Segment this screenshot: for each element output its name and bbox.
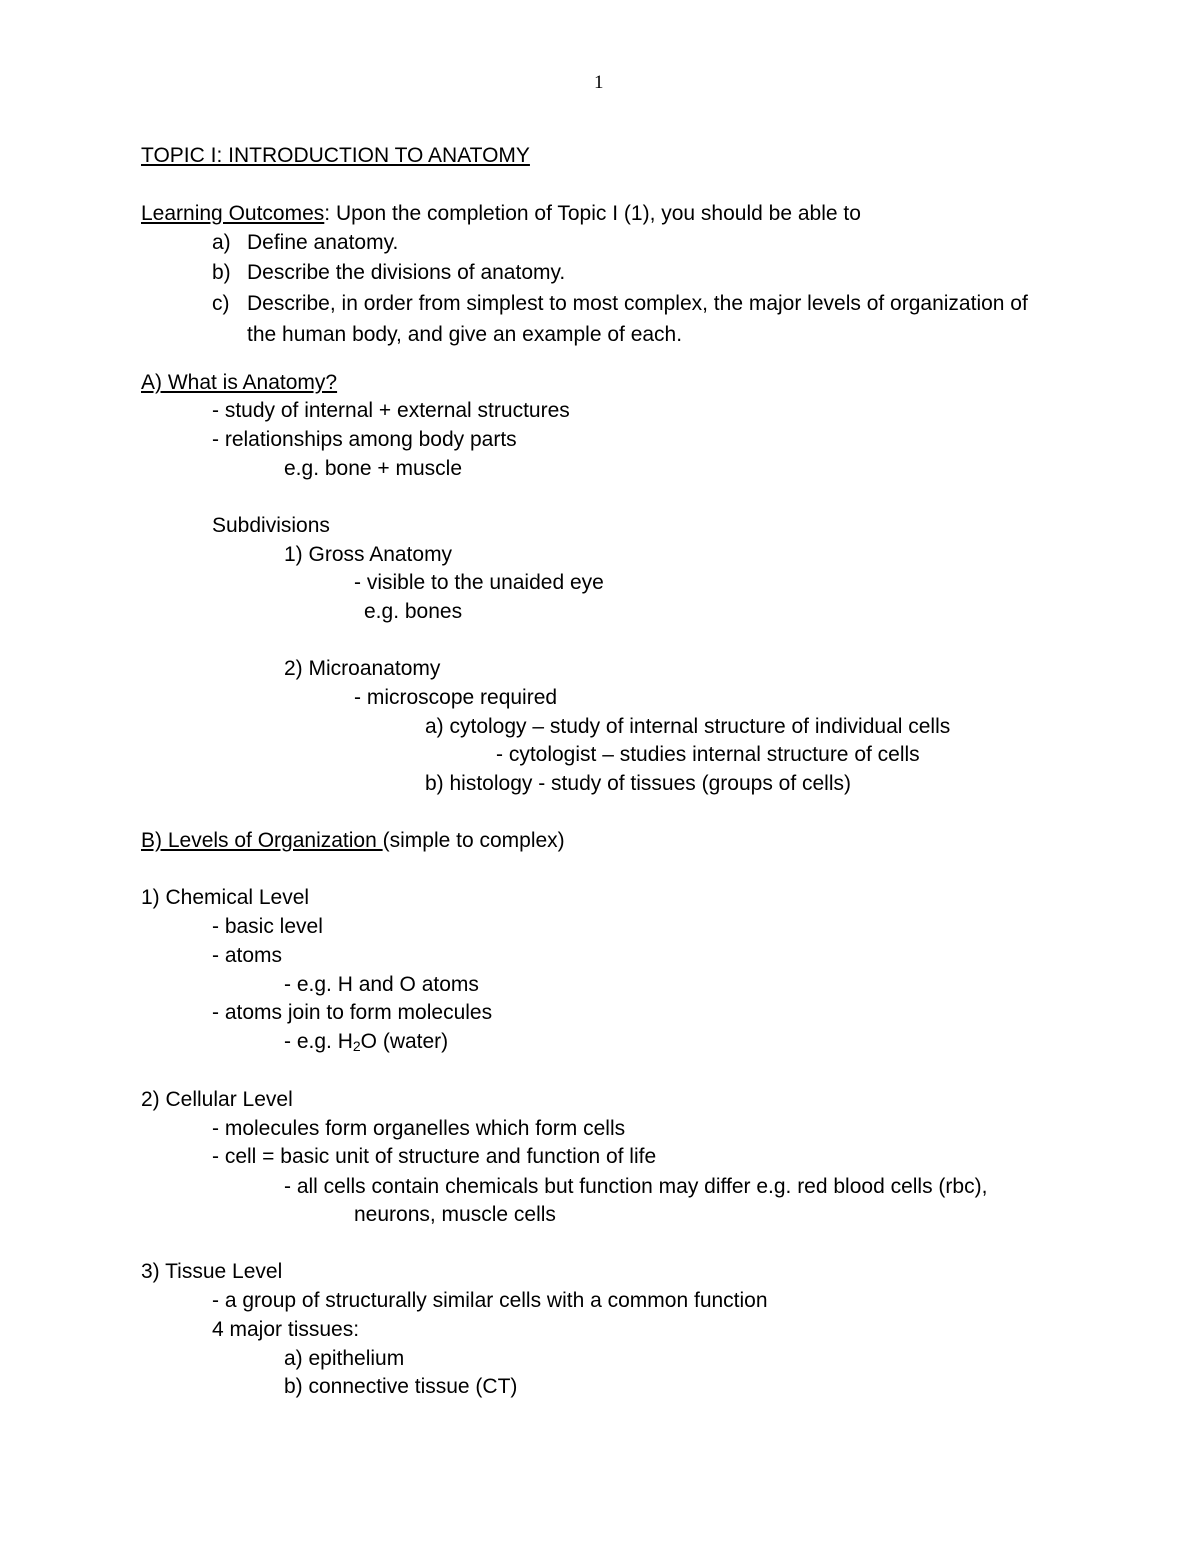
microanatomy-point: - microscope required xyxy=(354,686,558,709)
cellular-point-3-continued: neurons, muscle cells xyxy=(354,1203,556,1226)
chemical-example-1: - e.g. H and O atoms xyxy=(284,973,479,996)
histology-line: b) histology - study of tissues (groups of cells) xyxy=(425,772,852,795)
water-formula-suffix: O (water) xyxy=(360,1030,449,1053)
cellular-point-3: - all cells contain chemicals but function may differ e.g. red blood cells (rbc), xyxy=(284,1175,988,1198)
anatomy-point-2: - relationships among body parts xyxy=(212,428,517,451)
outcome-marker-a: a) xyxy=(212,231,231,254)
tissue-type-b: b) connective tissue (CT) xyxy=(284,1375,518,1398)
learning-outcomes-line xyxy=(141,201,861,227)
page-number: 1 xyxy=(594,72,604,93)
cytologist-line: - cytologist – studies internal structure of cells xyxy=(496,743,920,766)
anatomy-example: e.g. bone + muscle xyxy=(284,457,463,480)
chemical-point-1: - basic level xyxy=(212,915,323,938)
gross-anatomy-point: - visible to the unaided eye xyxy=(354,571,604,594)
chemical-level-heading: 1) Chemical Level xyxy=(141,886,310,909)
cellular-point-2: - cell = basic unit of structure and function of life xyxy=(212,1145,657,1168)
gross-anatomy-example: e.g. bones xyxy=(364,600,463,623)
subdivisions-heading: Subdivisions xyxy=(212,514,330,537)
tissue-point-1: - a group of structurally similar cells with a common function xyxy=(212,1289,768,1312)
section-b-heading-line xyxy=(141,828,565,854)
tissue-point-2: 4 major tissues: xyxy=(212,1318,360,1341)
cytology-line: a) cytology – study of internal structure of individual cells xyxy=(425,715,951,738)
outcome-item-b: Describe the divisions of anatomy. xyxy=(247,261,566,284)
cellular-level-heading: 2) Cellular Level xyxy=(141,1088,293,1111)
outcome-item-c-continued: the human body, and give an example of each. xyxy=(247,323,683,346)
section-a-heading: A) What is Anatomy? xyxy=(141,371,338,394)
tissue-type-a: a) epithelium xyxy=(284,1347,405,1370)
section-b-heading: B) Levels of Organization xyxy=(141,829,383,852)
cellular-point-1: - molecules form organelles which form cells xyxy=(212,1117,626,1140)
section-b-heading-suffix: (simple to complex) xyxy=(382,829,565,852)
learning-outcomes-label: Learning Outcomes xyxy=(141,202,325,225)
tissue-level-heading: 3) Tissue Level xyxy=(141,1260,283,1283)
outcome-marker-b: b) xyxy=(212,261,231,284)
chemical-example-2 xyxy=(284,1029,448,1055)
water-formula-subscript: 2 xyxy=(352,1038,361,1054)
gross-anatomy-heading: 1) Gross Anatomy xyxy=(284,543,453,566)
outcome-item-c: Describe, in order from simplest to most complex, the major levels of organization of xyxy=(247,292,1028,315)
outcome-item-a: Define anatomy. xyxy=(247,231,399,254)
anatomy-point-1: - study of internal + external structures xyxy=(212,399,570,422)
microanatomy-heading: 2) Microanatomy xyxy=(284,657,441,680)
page-title: TOPIC I: INTRODUCTION TO ANATOMY xyxy=(141,144,530,167)
outcome-marker-c: c) xyxy=(212,292,230,315)
chemical-point-2: - atoms xyxy=(212,944,283,967)
water-formula-prefix: - e.g. H xyxy=(284,1030,353,1053)
chemical-point-3: - atoms join to form molecules xyxy=(212,1001,493,1024)
learning-outcomes-intro: : Upon the completion of Topic I (1), you should be able to xyxy=(324,202,861,225)
